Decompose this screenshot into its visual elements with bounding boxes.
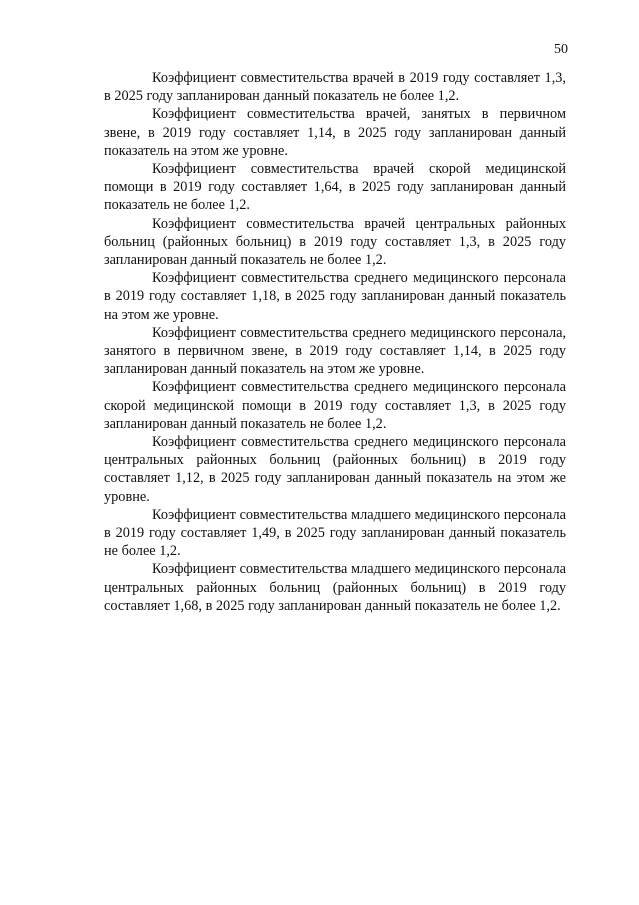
page-number: 50 bbox=[554, 42, 568, 57]
paragraph-3: Коэффициент совместительства врачей скорой медицинской помощи в 2019 году составляет 1,64, в 2025 году запланирован данный показатель не более 1,2. bbox=[104, 161, 566, 214]
paragraph-2: Коэффициент совместительства врачей, занятых в первичном звене, в 2019 году составляет 1,14, в 2025 году запланирован данный показатель на этом же уровне. bbox=[104, 106, 566, 159]
paragraph-9: Коэффициент совместительства младшего медицинского персонала в 2019 году составляет 1,49, в 2025 году запланирован данный показатель не более 1,2. bbox=[104, 506, 566, 560]
paragraph-1: Коэффициент совместительства врачей в 2019 году составляет 1,3, в 2025 году запланирован данный показатель не более 1,2. bbox=[104, 70, 566, 105]
paragraph-10: Коэффициент совместительства младшего медицинского персонала центральных районных больниц (районных больниц) в 2019 году составляет 1,68, в 2025 году запланирован данный показатель не более 1,2. bbox=[104, 561, 566, 614]
paragraph-8: Коэффициент совместительства среднего медицинского персонала центральных районных больниц (районных больниц) в 2019 году составляет 1,12, в 2025 году запланирован данный показатель на этом же уровне. bbox=[104, 434, 566, 505]
paragraph-4: Коэффициент совместительства врачей центральных районных больниц (районных больниц) в 2019 году составляет 1,3, в 2025 году запланирован данный показатель не более 1,2. bbox=[104, 215, 566, 269]
paragraph-5: Коэффициент совместительства среднего медицинского персонала в 2019 году составляет 1,18, в 2025 году запланирован данный показатель на этом же уровне. bbox=[104, 270, 566, 323]
paragraph-7: Коэффициент совместительства среднего медицинского персонала скорой медицинской помощи в 2019 году составляет 1,3, в 2025 году запланирован данный показатель не более 1,2. bbox=[104, 379, 566, 432]
body-text bbox=[104, 69, 566, 615]
paragraph-6: Коэффициент совместительства среднего медицинского персонала, занятого в первичном звене, в 2019 году составляет 1,14, в 2025 году запланирован данный показатель на этом же уровне. bbox=[104, 324, 566, 378]
